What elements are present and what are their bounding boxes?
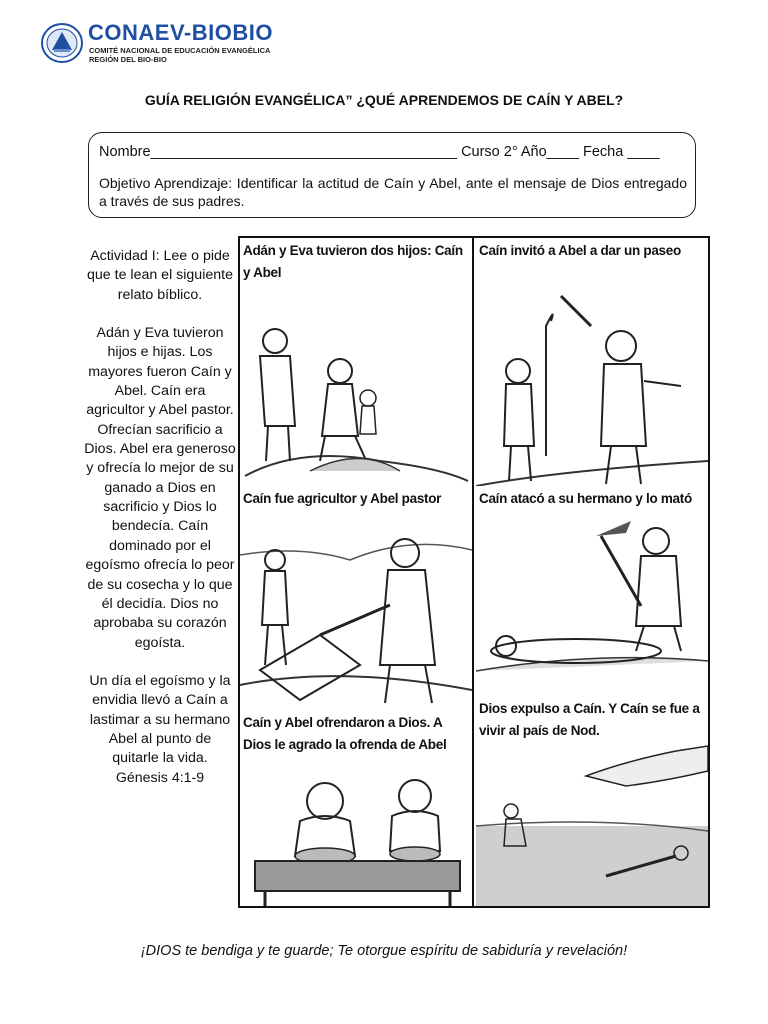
panel-caption: Caín y Abel ofrendaron a Dios. A Dios le agrado la ofrenda de Abel bbox=[243, 715, 447, 752]
logo bbox=[40, 20, 298, 66]
panel-caption: Caín atacó a su hermano y lo mató bbox=[479, 491, 692, 506]
logo-region: REGIÓN DEL BIO-BIO bbox=[89, 55, 167, 64]
activity-text bbox=[84, 247, 236, 788]
comic-panel-2 bbox=[476, 238, 708, 486]
comic-panel-1 bbox=[240, 238, 474, 486]
adam-eve-family-illustration bbox=[240, 286, 472, 486]
closing-blessing: ¡DIOS te bendiga y te guarde; Te otorgue espíritu de sabiduría y revelación! bbox=[140, 943, 628, 959]
expulsion-illustration bbox=[476, 741, 708, 906]
date-field[interactable]: ____ bbox=[627, 144, 660, 160]
student-info-row bbox=[99, 144, 660, 160]
attack-illustration bbox=[476, 511, 708, 696]
invitation-walk-illustration bbox=[476, 286, 708, 486]
name-field[interactable]: ______________________________________ bbox=[150, 144, 458, 160]
offering-illustration bbox=[240, 756, 472, 906]
date-label: Fecha bbox=[582, 144, 624, 160]
student-info-box bbox=[88, 132, 696, 218]
panel-caption: Dios expulso a Caín. Y Caín se fue a vivir al país de Nod. bbox=[479, 701, 700, 738]
logo-title: CONAEV-BIOBIO bbox=[88, 20, 273, 45]
learning-objective: Objetivo Aprendizaje: Identificar la actitud de Caín y Abel, ante el mensaje de Dios entregado a través de sus padres. bbox=[99, 175, 687, 209]
page-title: GUÍA RELIGIÓN EVANGÉLICA” ¿QUÉ APRENDEMOS DE CAÍN Y ABEL? bbox=[144, 92, 624, 108]
bible-reference: Génesis 4:1-9 bbox=[115, 769, 205, 786]
panel-caption: Caín fue agricultor y Abel pastor bbox=[243, 491, 442, 506]
comic-panel-3 bbox=[240, 486, 474, 710]
story-text: Adán y Eva tuvieron hijos e hijas. Los mayores fueron Caín y Abel. Caín era agricultor y Abel pastor. Ofrecían sacrificio a Dios. Abel era generoso y ofrecía lo mejor de su ganado a Dios en sacrificio y Dios lo bendecía. Caín dominado por el egoísmo ofrecía lo peor de su cosecha y lo que él decidía. Dios no aprobaba su corazón egoísta. bbox=[84, 325, 236, 651]
farmer-shepherd-illustration bbox=[240, 515, 472, 710]
panel-caption: Caín invitó a Abel a dar un paseo bbox=[479, 243, 681, 258]
course-field[interactable]: ____ bbox=[546, 144, 579, 160]
course-label: Curso 2° Año bbox=[461, 144, 547, 160]
panel-caption: Adán y Eva tuvieron dos hijos: Caín y Abel bbox=[243, 243, 463, 280]
comic-panel-5 bbox=[240, 710, 474, 906]
logo-seal-icon bbox=[40, 22, 84, 64]
comic-panel-4 bbox=[476, 486, 708, 696]
activity-intro: Actividad I: Lee o pide que te lean el siguiente relato bíblico. bbox=[87, 248, 233, 303]
name-label: Nombre bbox=[99, 144, 151, 160]
logo-subtitle: COMITÉ NACIONAL DE EDUCACIÓN EVANGÉLICA bbox=[89, 46, 271, 55]
story-ending: Un día el egoísmo y la envidia llevó a Caín a lastimar a su hermano Abel al punto de quitarle la vida. bbox=[89, 672, 231, 767]
comic-panels bbox=[238, 236, 710, 908]
comic-panel-6 bbox=[476, 696, 708, 906]
